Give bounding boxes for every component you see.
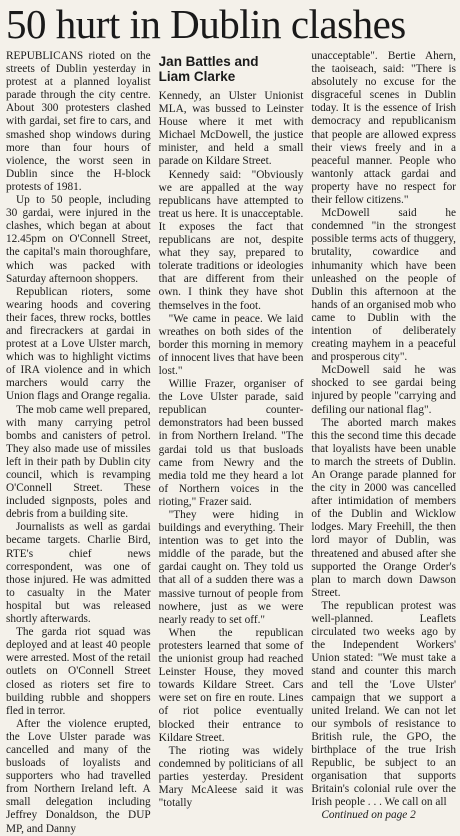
paragraph: When the republican protesters learned that some of the unionist group had reached Leinster House, they moved towards Kildare Street. Cars were set on fire en route. Lines of riot police eventually blocked their entrance to Kildare Street. bbox=[158, 626, 304, 744]
paragraph: McDowell said he was shocked to see gardai being injured by people "carrying and defiling our national flag". bbox=[311, 364, 457, 416]
paragraph: The rioting was widely condemned by politicians of all parties yesterday. President Mary McAleese said it was "totally bbox=[158, 744, 304, 810]
paragraph: "They were hiding in buildings and everything. Their intention was to get into the middle of the parade, but the gardai caught on. They told us that all of a sudden there was a massive turnout of people from nowhere, just as we were nearly ready to set off." bbox=[158, 509, 304, 626]
paragraph: The garda riot squad was deployed and at least 40 people were arrested. Most of the retail outlets on O'Connell Street closed as rioters set fire to building rubble and shoppers fled in terror. bbox=[6, 626, 151, 717]
paragraph: REPUBLICANS rioted on the streets of Dublin yesterday in protest at a planned loyalist parade through the city centre. About 300 protesters clashed with gardai, set fire to cars, and smashed shop windows during more than four hours of violence, the worst seen in Dublin since the H-block protests of 1981. bbox=[6, 50, 151, 193]
paragraph: Kennedy said: "Obviously we are appalled at the way republicans have attempted to treat us here. It is unacceptable. It exposes the fact that republicans are not, despite what they say, prepared to tolerate traditions or ideologies that are different from their own. I think they have shot themselves in the foot. bbox=[158, 168, 304, 312]
column-2 bbox=[158, 50, 304, 810]
headline: 50 hurt in Dublin clashes bbox=[6, 1, 406, 47]
paragraph: The mob came well prepared, with many carrying petrol bombs and canisters of petrol. They also made use of missiles left in their path by Dublin city council, which is revamping O'Connell Street. These included signposts, poles and debris from a building site. bbox=[6, 403, 151, 521]
paragraph: After the violence erupted, the Love Ulster parade was cancelled and many of the busloads of loyalists and supporters who had travelled from Northern Ireland left. A small delegation including Jeffrey Donaldson, the DUP MP, and Danny bbox=[6, 717, 151, 835]
column-3 bbox=[311, 50, 457, 822]
byline-line-2: Liam Clarke bbox=[158, 69, 236, 84]
paragraph: Journalists as well as gardai became targets. Charlie Bird, RTE's chief news correspondent, was one of those injured. He was admitted to casualty in the Mater hospital but was released shortly afterwards. bbox=[6, 521, 151, 626]
byline bbox=[159, 54, 304, 84]
paragraph: The aborted march makes this the second time this decade that loyalists have been unable to march the streets of Dublin. An Orange parade planned for the city in 2000 was cancelled after intimidation of members of the Dublin and Wicklow lodges. Mary Freehill, the then lord mayor of Dublin, was threatened and abused after she supported the Orange Order's plan to march down Dawson Street. bbox=[311, 416, 457, 599]
paragraph: Willie Frazer, organiser of the Love Ulster parade, said republican counter-demonstrators had been bussed in from Northern Ireland. "The gardai told us that busloads came from Newry and the media told me they heard a lot of Northern voices in the rioting," Frazer said. bbox=[158, 378, 304, 508]
paragraph: McDowell said he condemned "in the strongest possible terms acts of thuggery, brutality, cowardice and inhumanity which have been unleashed on the people of Dublin this afternoon at the hands of an organised mob who came to Dublin with the intention of deliberately creating mayhem in a peaceful and prosperous city". bbox=[311, 207, 457, 364]
paragraph: Up to 50 people, including 30 gardai, were injured in the clashes, which began at about 12.45pm on O'Connell Street, the capital's main thoroughfare, which was packed with Saturday afternoon shoppers. bbox=[6, 194, 151, 285]
paragraph: "We came in peace. We laid wreathes on both sides of the border this morning in memory of innocent lives that have been lost." bbox=[158, 312, 304, 377]
paragraph: The republican protest was well-planned. Leaflets circulated two weeks ago by the Independent Workers' Union stated: "We must take a stand and counter this march and tell the 'Love Ulster' campaign that we support a united Ireland. We can not let our symbols of resistance to British rule, the GPO, the birthplace of the true Irish Republic, be subject to an organisation that supports Britain's colonial rule over the Irish people . . . We call on all bbox=[311, 599, 457, 809]
continued-note: Continued on page 2 bbox=[321, 809, 416, 822]
paragraph: unacceptable". Bertie Ahern, the taoiseach, said: "There is absolutely no excuse for the disgraceful scenes in Dublin today. It is the essence of Irish democracy and republicanism that people are allowed express their views freely and in a peaceful manner. People who wantonly attack gardai and property have no respect for their fellow citizens." bbox=[311, 50, 457, 207]
paragraph: Republican rioters, some wearing hoods and covering their faces, threw rocks, bottles and firecrackers at gardai in protest at a Love Ulster march, which was to highlight victims of IRA violence and in which marchers would carry the Union flags and Orange regalia. bbox=[6, 285, 151, 403]
article-body bbox=[6, 50, 457, 835]
column-1 bbox=[6, 50, 151, 835]
paragraph: Kennedy, an Ulster Unionist MLA, was bussed to Leinster House where it met with Michael McDowell, the justice minister, and held a small parade on Kildare Street. bbox=[158, 90, 304, 168]
byline-line-1: Jan Battles and bbox=[158, 54, 259, 69]
